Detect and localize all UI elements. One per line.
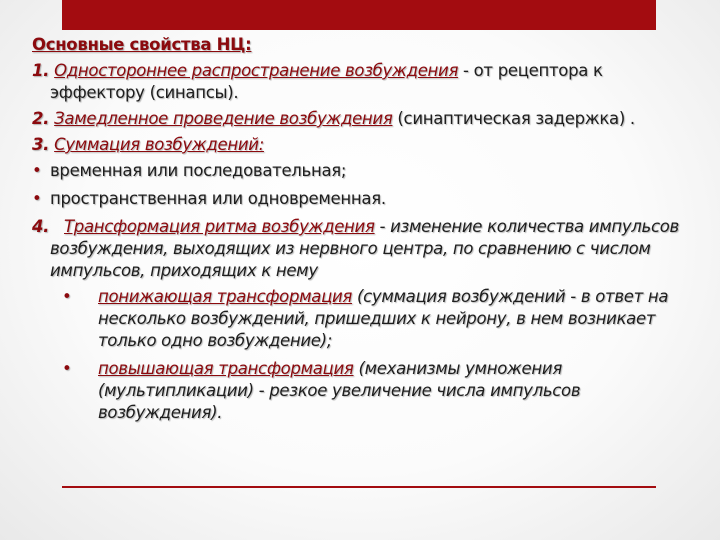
item-term: Трансформация ритма возбуждения (64, 217, 375, 236)
slide-content (32, 34, 682, 430)
top-accent-bar (62, 0, 656, 30)
item-text: - от рецептора к эффектору (синапсы). (50, 61, 603, 102)
sub-bullet-term: повышающая трансформация (98, 359, 354, 378)
list-item-1 (32, 60, 682, 104)
bottom-accent-rule (62, 486, 656, 488)
bullet-text: временная или последовательная; (50, 161, 347, 180)
item-term: Одностороннее распространение возбуждения (54, 61, 459, 80)
item-text: (синаптическая задержка) . (392, 109, 635, 128)
bullet-icon: • (32, 189, 42, 208)
list-item-4 (32, 216, 682, 282)
sub-bullet-text: (механизмы умножения (мультипликации) - резкое увеличение числа импульсов возбуждения). (98, 359, 581, 422)
item-text: - изменение количества импульсов возбуждения, выходящих из нервного центра, по сравнению с числом импульсов, приходящих к нему (50, 217, 679, 280)
item-number: 3. (32, 135, 50, 154)
sub-bullet-term: понижающая трансформация (98, 287, 353, 306)
sub-bullet-decreasing (32, 286, 682, 352)
bullet-item-temporal (32, 160, 682, 182)
item-number: 1. (32, 61, 50, 80)
bullet-icon: • (62, 359, 72, 378)
bullet-text: пространственная или одновременная. (50, 189, 386, 208)
slide-heading: Основные свойства НЦ: (32, 35, 252, 54)
sub-bullet-text: (суммация возбуждений - в ответ на несколько возбуждений, пришедших к нейрону, в нем возникает только одно возбуждение); (98, 287, 669, 350)
list-item-2 (32, 108, 682, 130)
item-number: 2. (32, 109, 50, 128)
bullet-icon: • (62, 287, 72, 306)
item-number: 4. (32, 217, 50, 236)
bullet-icon: • (32, 161, 42, 180)
bullet-item-spatial (32, 188, 682, 210)
list-item-3 (32, 134, 682, 156)
sub-bullet-increasing (32, 358, 682, 424)
item-term: Замедленное проведение возбуждения (54, 109, 393, 128)
item-term: Суммация возбуждений: (54, 135, 264, 154)
